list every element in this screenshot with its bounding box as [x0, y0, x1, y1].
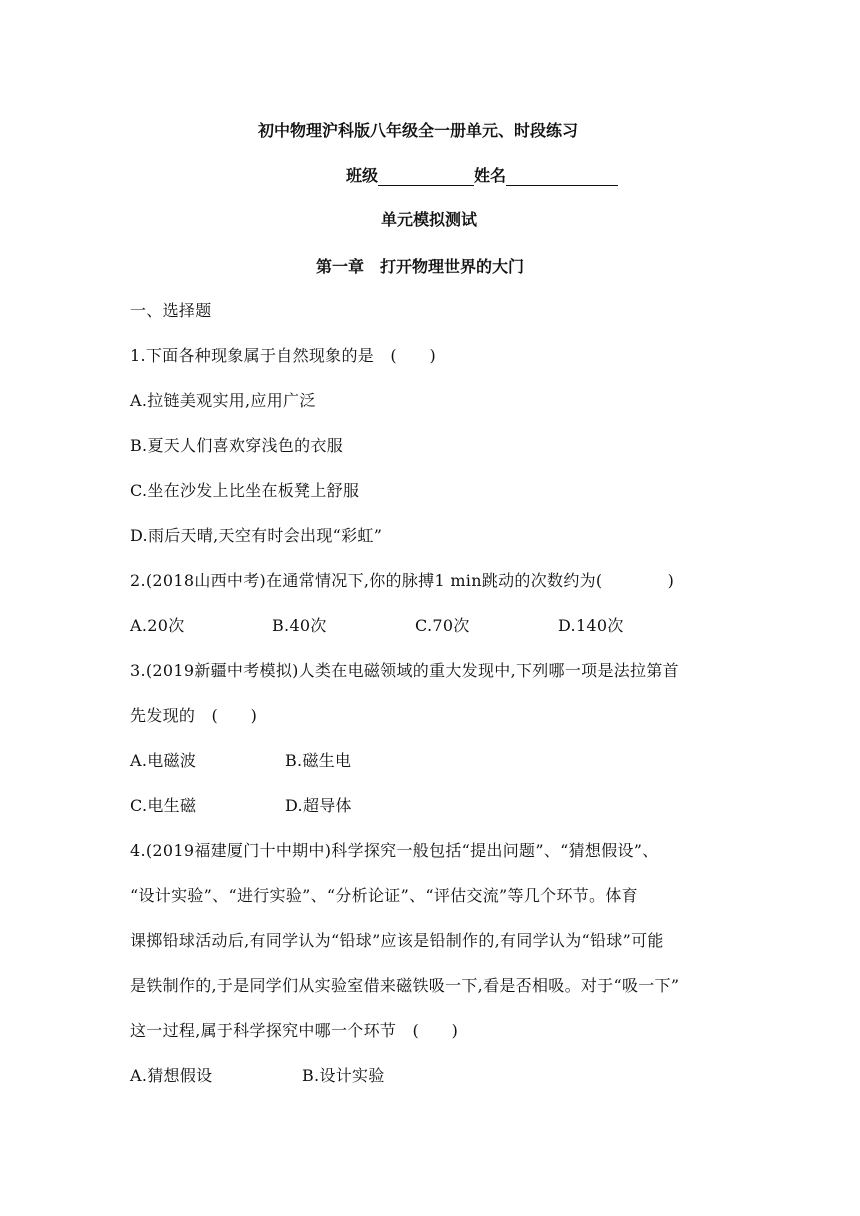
question-1-option-c[interactable]: C.坐在沙发上比坐在板凳上舒服	[130, 481, 360, 500]
question-3-option-d[interactable]: D.超导体	[285, 796, 352, 815]
name-blank[interactable]	[506, 169, 618, 186]
section-title: 单元模拟测试	[381, 210, 478, 229]
question-3-option-c[interactable]: C.电生磁	[130, 796, 197, 815]
question-1-option-b[interactable]: B.夏天人们喜欢穿浅色的衣服	[130, 436, 344, 455]
question-3-option-b[interactable]: B.磁生电	[285, 751, 352, 770]
question-1-stem: 1.下面各种现象属于自然现象的是 ( )	[130, 346, 437, 365]
part-heading: 一、选择题	[130, 301, 212, 320]
question-4-stem-line-1: 4.(2019福建厦门十中期中)科学探究一般包括“提出问题”、“猜想假设”、	[130, 841, 659, 860]
question-4-stem-line-2: “设计实验”、“进行实验”、“分析论证”、“评估交流”等几个环节。体育	[130, 886, 638, 905]
question-4-stem-line-4: 是铁制作的,于是同学们从实验室借来磁铁吸一下,看是否相吸。对于“吸一下”	[130, 976, 680, 995]
question-2-option-d[interactable]: D.140次	[558, 616, 624, 635]
question-3-stem-line-2: 先发现的 ( )	[130, 706, 258, 725]
question-4-option-b[interactable]: B.设计实验	[302, 1066, 385, 1085]
class-name-line	[346, 163, 618, 186]
question-1-option-d[interactable]: D.雨后天晴,天空有时会出现“彩虹”	[130, 526, 383, 545]
question-4-option-a[interactable]: A.猜想假设	[130, 1066, 213, 1085]
question-2-option-c[interactable]: C.70次	[415, 616, 470, 635]
chapter-title: 第一章 打开物理世界的大门	[316, 257, 525, 276]
question-1-option-a[interactable]: A.拉链美观实用,应用广泛	[130, 391, 316, 410]
question-4-stem-line-5: 这一过程,属于科学探究中哪一个环节 ( )	[130, 1021, 459, 1040]
question-4-stem-line-3: 课掷铅球活动后,有同学认为“铅球”应该是铅制作的,有同学认为“铅球”可能	[130, 931, 664, 950]
question-3-stem-line-1: 3.(2019新疆中考模拟)人类在电磁领域的重大发现中,下列哪一项是法拉第首	[130, 661, 679, 680]
question-2-option-b[interactable]: B.40次	[272, 616, 327, 635]
class-label: 班级	[346, 166, 379, 185]
question-3-option-a[interactable]: A.电磁波	[130, 751, 197, 770]
class-blank[interactable]	[378, 169, 474, 186]
name-label: 姓名	[474, 166, 507, 185]
document-title: 初中物理沪科版八年级全一册单元、时段练习	[258, 121, 579, 140]
question-2-option-a[interactable]: A.20次	[130, 616, 185, 635]
question-2-stem: 2.(2018山西中考)在通常情况下,你的脉搏1 min跳动的次数约为( )	[130, 571, 675, 590]
